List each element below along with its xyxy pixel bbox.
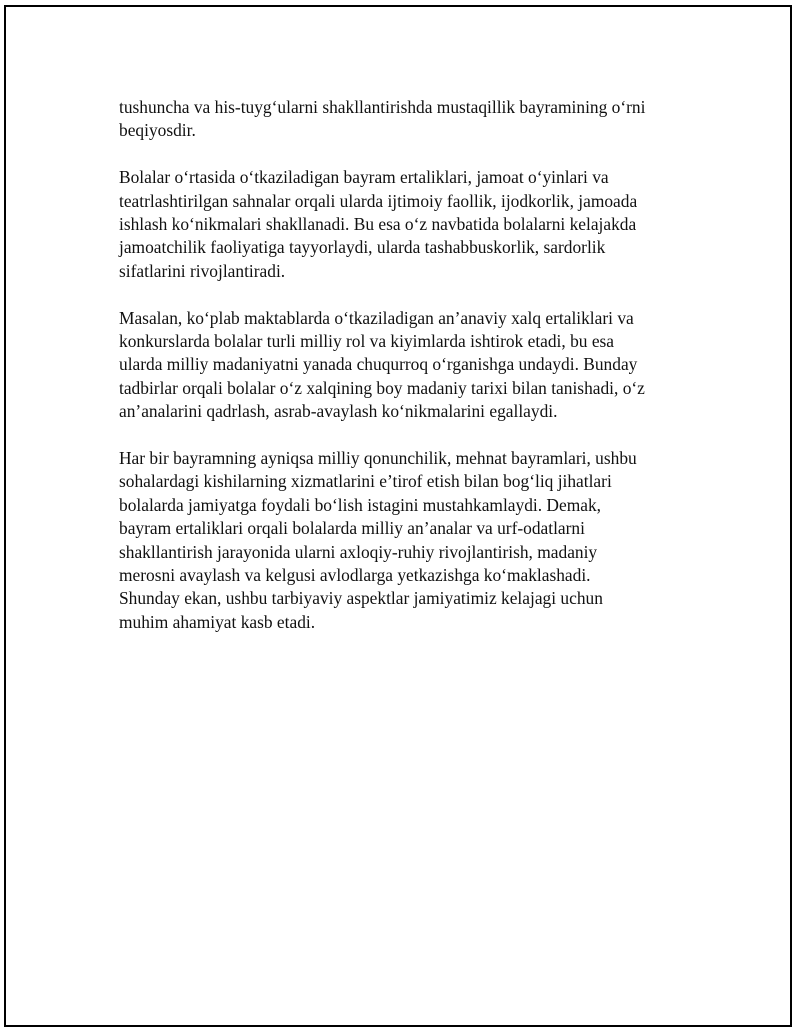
paragraph-2 — [119, 166, 699, 283]
text-line: muhim ahamiyat kasb etadi. — [119, 611, 316, 632]
document-body — [119, 96, 699, 658]
text-line: tadbirlar orqali bolalar o‘z xalqining boy madaniy tarixi bilan tanishadi, o‘z — [119, 377, 645, 398]
paragraph-4 — [119, 447, 699, 634]
text-line: konkurslarda bolalar turli milliy rol va kiyimlarda ishtirok etadi, bu esa — [119, 331, 615, 352]
text-line: teatrlashtirilgan sahnalar orqali ularda ijtimoiy faollik, ijodkorlik, jamoada — [119, 190, 638, 211]
text-line: jamoatchilik faoliyatiga tayyorlaydi, ularda tashabbuskorlik, sardorlik — [119, 237, 606, 258]
text-line: beqiyosdir. — [119, 120, 196, 141]
text-line: Har bir bayramning ayniqsa milliy qonunchilik, mehnat bayramlari, ushbu — [119, 448, 637, 469]
text-line: sohalardagi kishilarning xizmatlarini e’tirof etish bilan bog‘liq jihatlari — [119, 471, 612, 492]
paragraph-1 — [119, 96, 699, 143]
text-line: bayram ertaliklari orqali bolalarda milliy an’analar va urf-odatlarni — [119, 518, 585, 539]
text-line: ularda milliy madaniyatni yanada chuqurroq o‘rganishga undaydi. Bunday — [119, 354, 638, 375]
text-line: an’analarini qadrlash, asrab-avaylash ko‘nikmalarini egallaydi. — [119, 401, 558, 422]
text-line: merosni avaylash va kelgusi avlodlarga yetkazishga ko‘maklashadi. — [119, 565, 591, 586]
text-line: Shunday ekan, ushbu tarbiyaviy aspektlar jamiyatimiz kelajagi uchun — [119, 588, 603, 609]
text-line: Bolalar o‘rtasida o‘tkaziladigan bayram ertaliklari, jamoat o‘yinlari va — [119, 167, 609, 188]
text-line: shakllantirish jarayonida ularni axloqiy-ruhiy rivojlantirish, madaniy — [119, 541, 598, 562]
text-line: tushuncha va his-tuyg‘ularni shakllantirishda mustaqillik bayramining o‘rni — [119, 97, 646, 117]
text-line: ishlash ko‘nikmalari shakllanadi. Bu esa o‘z navbatida bolalarni kelajakda — [119, 214, 637, 235]
text-line: bolalarda jamiyatga foydali bo‘lish istagini mustahkamlaydi. Demak, — [119, 494, 601, 515]
document-page — [4, 5, 792, 1027]
text-line: Masalan, ko‘plab maktablarda o‘tkaziladigan an’anaviy xalq ertaliklari va — [119, 307, 634, 328]
text-line: sifatlarini rivojlantiradi. — [119, 260, 286, 281]
paragraph-3 — [119, 307, 699, 424]
